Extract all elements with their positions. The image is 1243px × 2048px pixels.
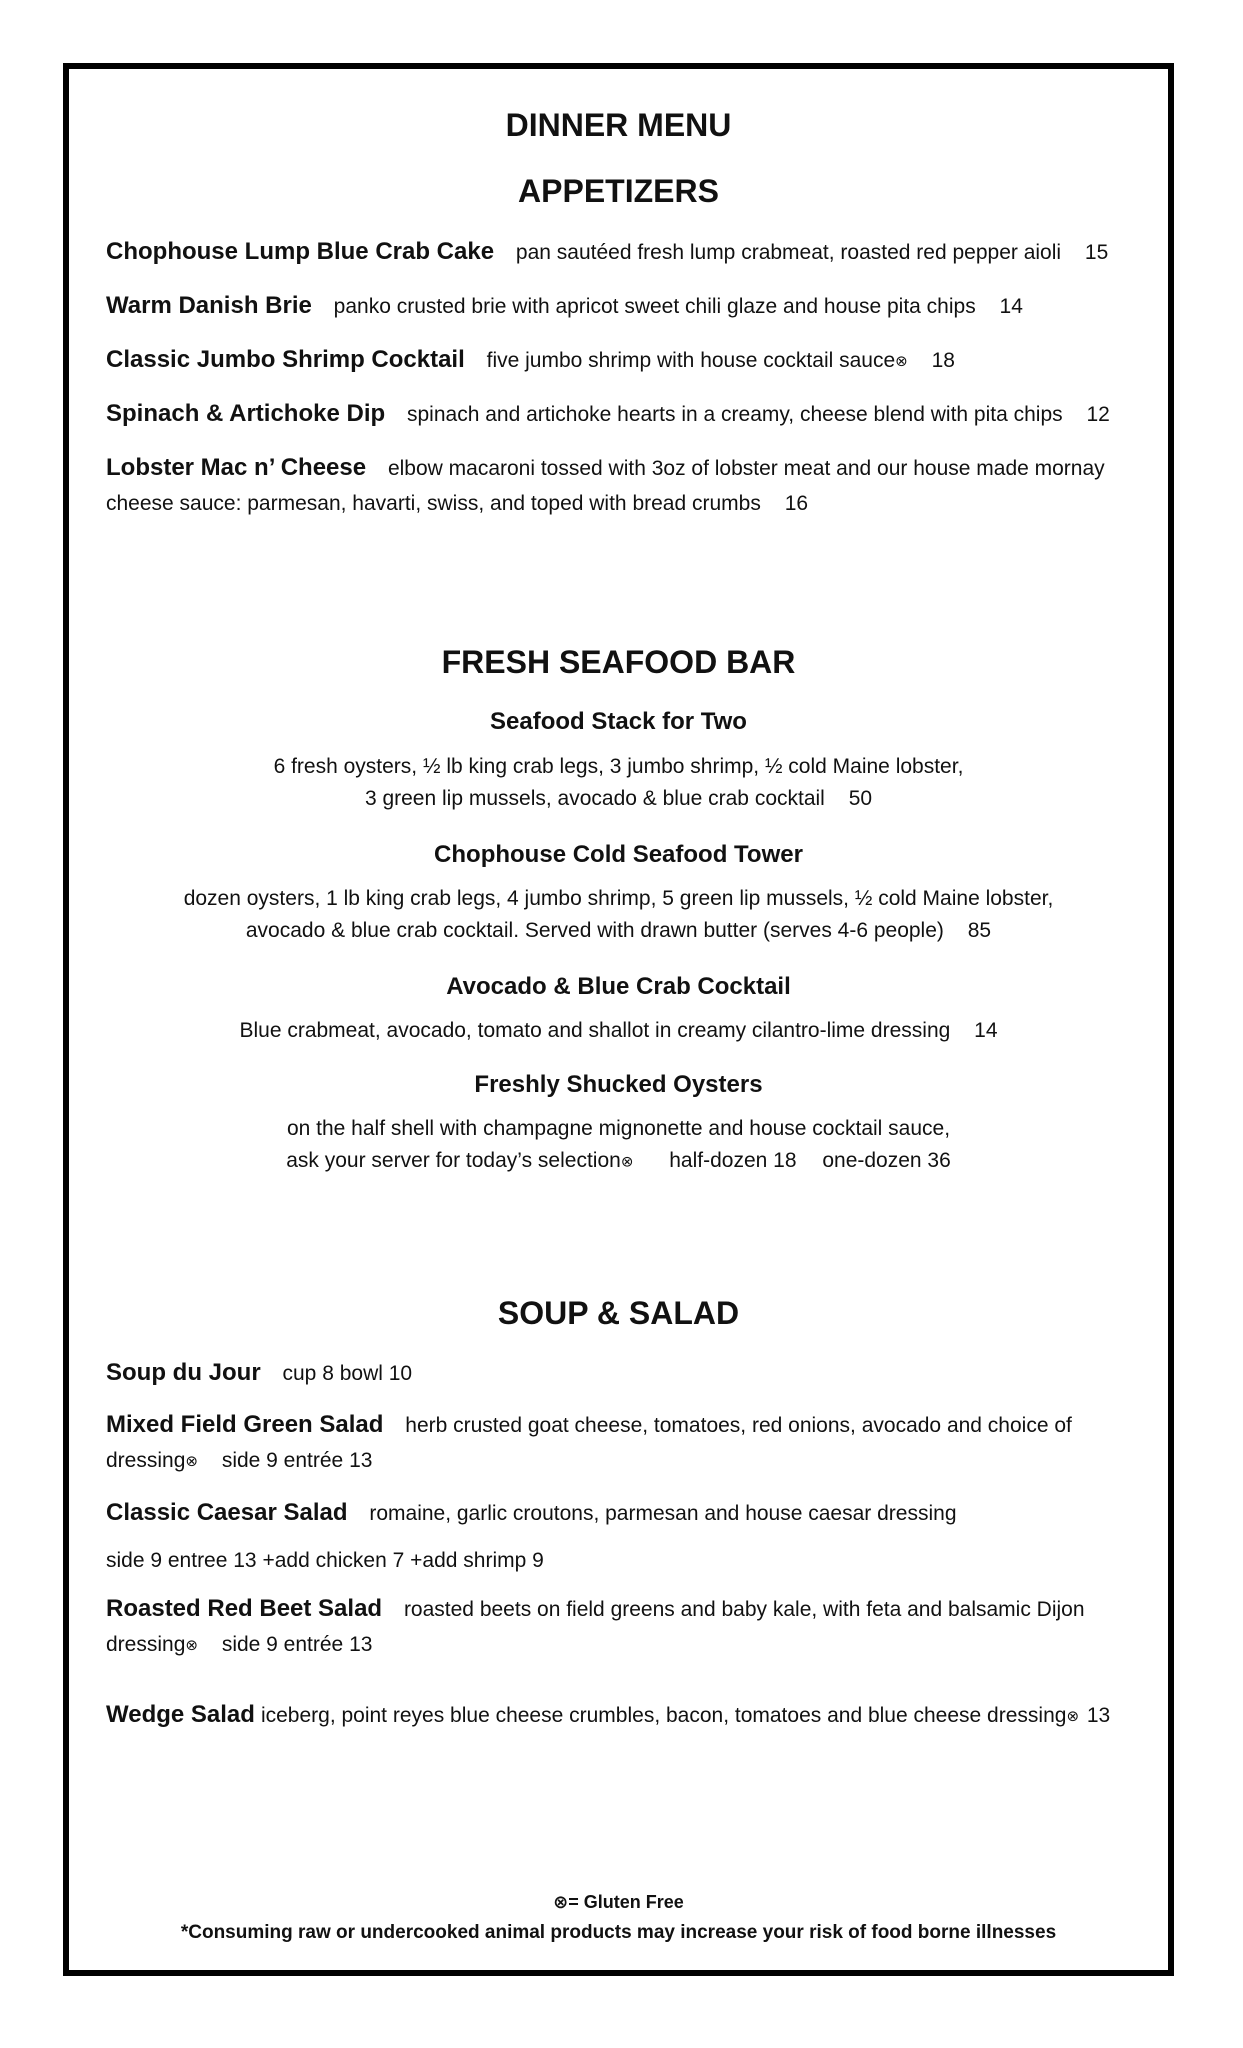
seafood-heading: FRESH SEAFOOD BAR — [441, 644, 796, 680]
item-name: Soup du Jour — [106, 1359, 261, 1386]
item-name: Lobster Mac n’ Cheese — [106, 454, 367, 481]
item-description: dozen oysters, 1 lb king crab legs, 4 jumbo shrimp, 5 green lip mussels, ½ cold Maine lobster, — [183, 887, 1054, 910]
soup-salad-heading: SOUP & SALAD — [497, 1295, 740, 1331]
menu-item — [106, 234, 1146, 270]
item-name: Spinach & Artichoke Dip — [106, 400, 386, 427]
menu-item — [106, 450, 1146, 521]
gluten-free-icon: ⊗ — [553, 1892, 569, 1912]
item-description: roasted beets on field greens and baby kale, with feta and balsamic Dijon — [403, 1598, 1085, 1621]
item-name: Classic Jumbo Shrimp Cocktail — [106, 346, 465, 373]
appetizers-heading: APPETIZERS — [518, 173, 719, 209]
item-price: 50 — [848, 787, 873, 810]
item-description-cont: cheese sauce: parmesan, havarti, swiss, and toped with bread crumbs — [106, 492, 761, 515]
gluten-free-icon: ⊗ — [185, 1452, 198, 1470]
menu-item — [106, 1697, 1166, 1734]
item-price: 85 — [967, 919, 992, 942]
gluten-free-icon: ⊗ — [620, 1153, 634, 1171]
item-description: cup 8 bowl 10 — [282, 1362, 413, 1385]
item-prices: side 9 entree 13 +add chicken 7 +add shrimp 9 — [106, 1549, 544, 1572]
gluten-free-icon: ⊗ — [185, 1636, 198, 1654]
item-name: Chophouse Lump Blue Crab Cake — [106, 238, 495, 265]
item-description-cont — [69, 787, 1168, 811]
menu-item — [106, 1407, 1146, 1479]
menu-item — [106, 342, 1146, 379]
menu-item — [106, 1591, 1146, 1663]
item-description: iceberg, point reyes blue cheese crumbles, bacon, tomatoes and blue cheese dressing — [260, 1704, 1067, 1727]
item-description-text: ask your server for today’s selection — [286, 1149, 621, 1172]
item-price: 12 — [1086, 403, 1110, 426]
item-price: 16 — [784, 492, 809, 515]
item-name: Avocado & Blue Crab Cocktail — [446, 973, 791, 1000]
item-description: on the half shell with champagne mignonette and house cocktail sauce, — [286, 1117, 951, 1140]
item-name: Chophouse Cold Seafood Tower — [434, 841, 803, 868]
item-description: herb crusted goat cheese, tomatoes, red onions, avocado and choice of — [405, 1414, 1072, 1437]
gluten-free-label: = Gluten Free — [568, 1892, 684, 1912]
item-prices: side 9 entrée 13 — [221, 1633, 373, 1656]
item-name: Mixed Field Green Salad — [106, 1411, 384, 1438]
one-dozen-price: one-dozen 36 — [822, 1149, 951, 1172]
item-name: Warm Danish Brie — [106, 292, 312, 319]
item-description-cont — [69, 1149, 1168, 1173]
item-price: 15 — [1084, 241, 1109, 264]
page-title: DINNER MENU — [505, 107, 732, 143]
item-name: Wedge Salad — [106, 1701, 255, 1728]
half-dozen-price: half-dozen 18 — [669, 1149, 797, 1172]
item-description: 6 fresh oysters, ½ lb king crab legs, 3 jumbo shrimp, ½ cold Maine lobster, — [273, 755, 964, 778]
item-prices-row — [106, 1543, 1146, 1578]
item-name: Freshly Shucked Oysters — [474, 1071, 763, 1098]
menu-item — [106, 288, 1146, 324]
item-description: pan sautéed fresh lump crabmeat, roasted red pepper aioli — [515, 241, 1062, 264]
item-description-text: avocado & blue crab cocktail. Served with drawn butter (serves 4-6 people) — [245, 919, 944, 942]
item-description-cont: dressing — [106, 1449, 186, 1472]
menu-item — [106, 1495, 1146, 1531]
item-price: 18 — [931, 349, 955, 372]
raw-food-warning: *Consuming raw or undercooked animal products may increase your risk of food borne illnesses — [180, 1922, 1057, 1943]
gluten-free-icon: ⊗ — [1066, 1707, 1080, 1725]
item-description: spinach and artichoke hearts in a creamy, cheese blend with pita chips — [407, 403, 1063, 426]
item-description: five jumbo shrimp with house cocktail sauce — [486, 349, 896, 372]
item-prices: side 9 entrée 13 — [221, 1449, 373, 1472]
item-price: 14 — [974, 1019, 998, 1042]
item-description-text: Blue crabmeat, avocado, tomato and shallot in creamy cilantro-lime dressing — [239, 1019, 951, 1042]
item-name: Seafood Stack for Two — [490, 708, 747, 735]
item-description: panko crusted brie with apricot sweet chili glaze and house pita chips — [333, 295, 976, 318]
menu-item — [106, 1355, 1146, 1391]
item-description-cont — [69, 919, 1168, 943]
menu-item — [106, 396, 1146, 432]
item-description: elbow macaroni tossed with 3oz of lobster meat and our house made mornay — [387, 457, 1105, 480]
item-description: romaine, garlic croutons, parmesan and house caesar dressing — [369, 1502, 957, 1525]
menu-frame — [63, 63, 1174, 1976]
item-price: 14 — [999, 295, 1023, 318]
gluten-free-icon: ⊗ — [895, 352, 908, 370]
item-name: Classic Caesar Salad — [106, 1499, 348, 1526]
item-name: Roasted Red Beet Salad — [106, 1595, 383, 1622]
item-description — [69, 1019, 1168, 1043]
item-description-cont: dressing — [106, 1633, 186, 1656]
gluten-free-legend — [69, 1892, 1168, 1913]
item-description-text: 3 green lip mussels, avocado & blue crab cocktail — [364, 787, 825, 810]
item-price: 13 — [1086, 1704, 1111, 1727]
